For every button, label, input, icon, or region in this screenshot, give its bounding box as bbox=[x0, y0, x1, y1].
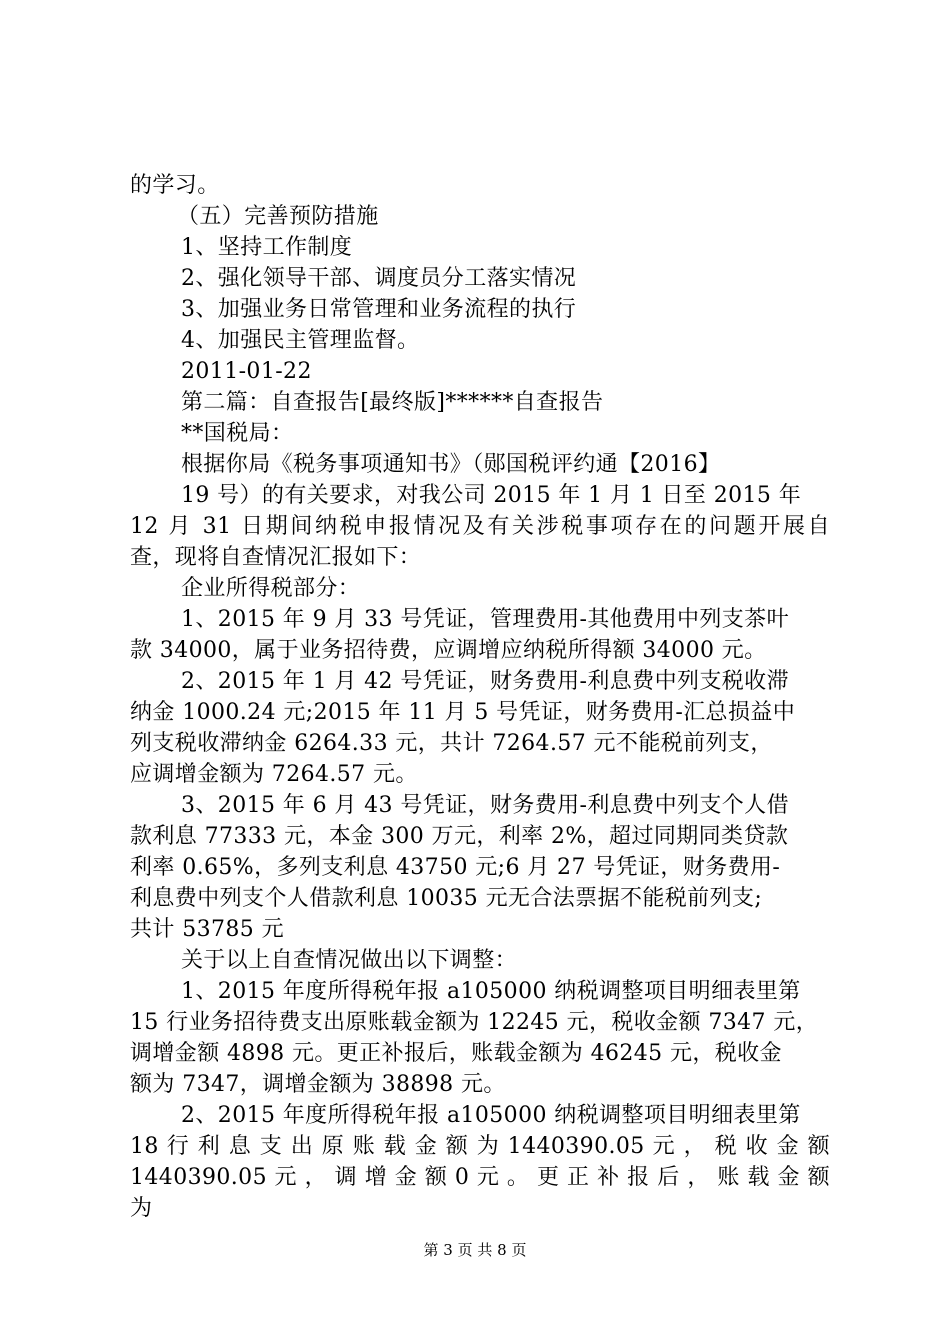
text-line: 额为 7347，调增金额为 38898 元。 bbox=[130, 1072, 506, 1097]
text-line: 纳金 1000.24 元;2015 年 11 月 5 号凭证，财务费用-汇总损益中 bbox=[130, 700, 796, 725]
text-line: 列支税收滞纳金 6264.33 元，共计 7264.57 元不能税前列支， bbox=[130, 731, 773, 756]
list-item: 4、加强民主管理监督。 bbox=[181, 328, 420, 353]
text-line: 1440390.05 元 ， 调 增 金 额 0 元 。 更 正 补 报 后 ， 账 载 金 额 为 bbox=[130, 1165, 830, 1221]
text-line: 3、2015 年 6 月 43 号凭证，财务费用-利息费中列支个人借 bbox=[181, 793, 789, 818]
text-line: 款 34000，属于业务招待费，应调增应纳税所得额 34000 元。 bbox=[130, 638, 767, 663]
text-line: 2、2015 年 1 月 42 号凭证，财务费用-利息费中列支税收滞 bbox=[181, 669, 789, 694]
text-line: 15 行业务招待费支出原账载金额为 12245 元，税收金额 7347 元， bbox=[130, 1010, 819, 1035]
text-line: 查，现将自查情况汇报如下： bbox=[130, 545, 422, 570]
text-line: 1、2015 年度所得税年报 a105000 纳税调整项目明细表里第 bbox=[181, 979, 801, 1004]
text-line: 调增金额 4898 元。更正补报后，账载金额为 46245 元，税收金 bbox=[130, 1041, 782, 1066]
recipient-line: **国税局： bbox=[181, 421, 294, 446]
section-heading: （五）完善预防措施 bbox=[177, 204, 379, 229]
chapter-title: 第二篇：自查报告[最终版]******自查报告 bbox=[181, 390, 604, 415]
text-line: 共计 53785 元 bbox=[130, 917, 284, 942]
text-line: 款利息 77333 元，本金 300 万元，利率 2%，超过同期同类贷款 bbox=[130, 824, 789, 849]
text-line: 根据你局《税务事项通知书》（郧国税评约通【2016】 bbox=[181, 452, 721, 477]
text-line: 19 号）的有关要求，对我公司 2015 年 1 月 1 日至 2015 年 bbox=[181, 483, 802, 508]
text-line: 1、2015 年 9 月 33 号凭证，管理费用-其他费用中列支茶叶 bbox=[181, 607, 789, 632]
list-item: 2、强化领导干部、调度员分工落实情况 bbox=[181, 266, 577, 291]
document-body bbox=[130, 170, 830, 1221]
text-line: 18 行 利 息 支 出 原 账 载 金 额 为 1440390.05 元 ， 税 收 金 额 bbox=[130, 1134, 830, 1159]
text-line: 应调增金额为 7264.57 元。 bbox=[130, 762, 418, 787]
page-footer: 第 3 页 共 8 页 bbox=[423, 1241, 527, 1259]
text-line: 利息费中列支个人借款利息 10035 元无合法票据不能税前列支; bbox=[130, 886, 763, 911]
list-item: 3、加强业务日常管理和业务流程的执行 bbox=[181, 297, 577, 322]
text-line: 利率 0.65%，多列支利息 43750 元;6 月 27 号凭证，财务费用- bbox=[130, 855, 781, 880]
list-item: 1、坚持工作制度 bbox=[181, 235, 353, 260]
section-heading: 企业所得税部分： bbox=[181, 576, 361, 601]
text-line: 的学习。 bbox=[130, 173, 220, 198]
text-line: 2、2015 年度所得税年报 a105000 纳税调整项目明细表里第 bbox=[181, 1103, 801, 1128]
date-line: 2011-01-22 bbox=[181, 359, 312, 384]
section-heading: 关于以上自查情况做出以下调整： bbox=[181, 948, 518, 973]
text-line: 12 月 31 日期间纳税申报情况及有关涉税事项存在的问题开展自 bbox=[130, 514, 830, 539]
